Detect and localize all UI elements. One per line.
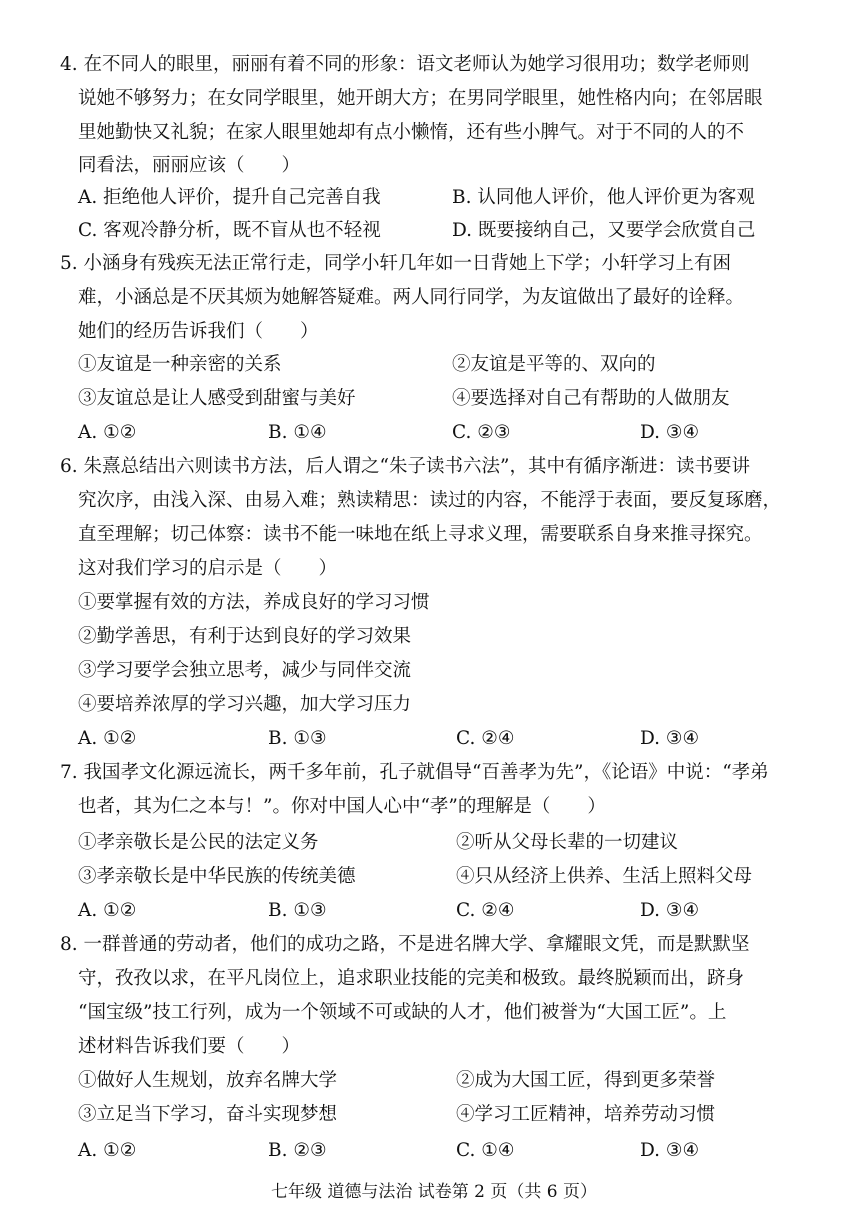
q7-stem-line-2: 也者，其为仁之本与！”。你对中国人心中“孝”的理解是（ ）: [78, 796, 606, 817]
q7-item-3: ③孝亲敬长是中华民族的传统美德: [78, 866, 356, 887]
q8-stem-line-2: 守，孜孜以求，在平凡岗位上，追求职业技能的完美和极致。最终脱颖而出，跻身: [78, 968, 745, 989]
q7-item-4: ④只从经济上供养、生活上照料父母: [456, 866, 753, 887]
q7-item-1: ①孝亲敬长是公民的法定义务: [78, 832, 319, 853]
q5-option-b: B. ①④: [268, 422, 327, 443]
q6-item-3: ③学习要学会独立思考，减少与同伴交流: [78, 660, 412, 681]
q8-option-a: A. ①②: [78, 1140, 137, 1161]
q8-stem-line-3: “国宝级”技工行列，成为一个领域不可或缺的人才，他们被誉为“大国工匠”。上: [78, 1002, 727, 1023]
q5-stem-line-2: 难，小涵总是不厌其烦为她解答疑难。两人同行同学，为友谊做出了最好的诠释。: [78, 287, 745, 308]
q6-stem-line-3: 直至理解；切己体察：读书不能一味地在纸上寻求义理，需要联系自身来推寻探究。: [78, 524, 763, 545]
q5-stem-line-3: 她们的经历告诉我们（ ）: [78, 321, 319, 342]
q5-item-1: ①友谊是一种亲密的关系: [78, 354, 282, 375]
q8-stem-line-4: 述材料告诉我们要（ ）: [78, 1036, 301, 1057]
q5-item-3: ③友谊总是让人感受到甜蜜与美好: [78, 388, 356, 409]
q6-stem-line-2: 究次序，由浅入深、由易入难；熟读精思：读过的内容，不能浮于表面，要反复琢磨，: [78, 490, 782, 511]
q6-stem-line-1: 6. 朱熹总结出六则读书方法，后人谓之“朱子读书六法”，其中有循序渐进：读书要讲: [60, 456, 750, 477]
q5-option-c: C. ②③: [452, 422, 511, 443]
q7-item-2: ②听从父母长辈的一切建议: [456, 832, 679, 853]
q8-item-2: ②成为大国工匠，得到更多荣誉: [456, 1070, 716, 1091]
q7-option-a: A. ①②: [78, 900, 137, 921]
q6-option-d: D. ③④: [640, 728, 700, 749]
q6-item-2: ②勤学善思，有利于达到良好的学习效果: [78, 626, 412, 647]
q5-option-a: A. ①②: [78, 422, 137, 443]
q4-stem-line-2: 说她不够努力；在女同学眼里，她开朗大方；在男同学眼里，她性格内向；在邻居眼: [78, 88, 763, 109]
q8-item-3: ③立足当下学习，奋斗实现梦想: [78, 1104, 338, 1125]
q8-item-4: ④学习工匠精神，培养劳动习惯: [456, 1104, 716, 1125]
q6-stem-line-4: 这对我们学习的启示是（ ）: [78, 558, 338, 579]
q6-option-a: A. ①②: [78, 728, 137, 749]
q6-option-c: C. ②④: [456, 728, 515, 749]
q4-option-c: C. 客观冷静分析，既不盲从也不轻视: [78, 220, 381, 241]
q7-option-c: C. ②④: [456, 900, 515, 921]
q5-item-2: ②友谊是平等的、双向的: [452, 354, 656, 375]
q4-stem-line-4: 同看法，丽丽应该（ ）: [78, 155, 301, 176]
q4-stem-line-1: 4. 在不同人的眼里，丽丽有着不同的形象：语文老师认为她学习很用功；数学老师则: [60, 54, 750, 75]
q6-item-1: ①要掌握有效的方法，养成良好的学习习惯: [78, 592, 430, 613]
q8-option-c: C. ①④: [456, 1140, 515, 1161]
q5-stem-line-1: 5. 小涵身有残疾无法正常行走，同学小轩几年如一日背她上下学；小轩学习上有困: [60, 253, 732, 274]
q6-item-4: ④要培养浓厚的学习兴趣，加大学习压力: [78, 694, 412, 715]
q8-item-1: ①做好人生规划，放弃名牌大学: [78, 1070, 338, 1091]
q5-item-4: ④要选择对自己有帮助的人做朋友: [452, 388, 730, 409]
q4-option-b: B. 认同他人评价，他人评价更为客观: [452, 187, 755, 208]
q8-option-d: D. ③④: [640, 1140, 700, 1161]
page-footer: 七年级 道德与法治 试卷第 2 页（共 6 页）: [270, 1182, 598, 1202]
q6-option-b: B. ①③: [268, 728, 327, 749]
q8-stem-line-1: 8. 一群普通的劳动者，他们的成功之路，不是进名牌大学、拿耀眼文凭，而是默默坚: [60, 934, 750, 955]
q8-option-b: B. ②③: [268, 1140, 327, 1161]
q7-option-b: B. ①③: [268, 900, 327, 921]
q7-stem-line-1: 7. 我国孝文化源远流长，两千多年前，孔子就倡导“百善孝为先”，《论语》中说：“孝弟: [60, 762, 769, 783]
q5-option-d: D. ③④: [640, 422, 700, 443]
q4-stem-line-3: 里她勤快又礼貌；在家人眼里她却有点小懒惰，还有些小脾气。对于不同的人的不: [78, 122, 745, 143]
q7-option-d: D. ③④: [640, 900, 700, 921]
q4-option-a: A. 拒绝他人评价，提升自己完善自我: [78, 187, 381, 208]
q4-option-d: D. 既要接纳自己，又要学会欣赏自己: [452, 220, 756, 241]
